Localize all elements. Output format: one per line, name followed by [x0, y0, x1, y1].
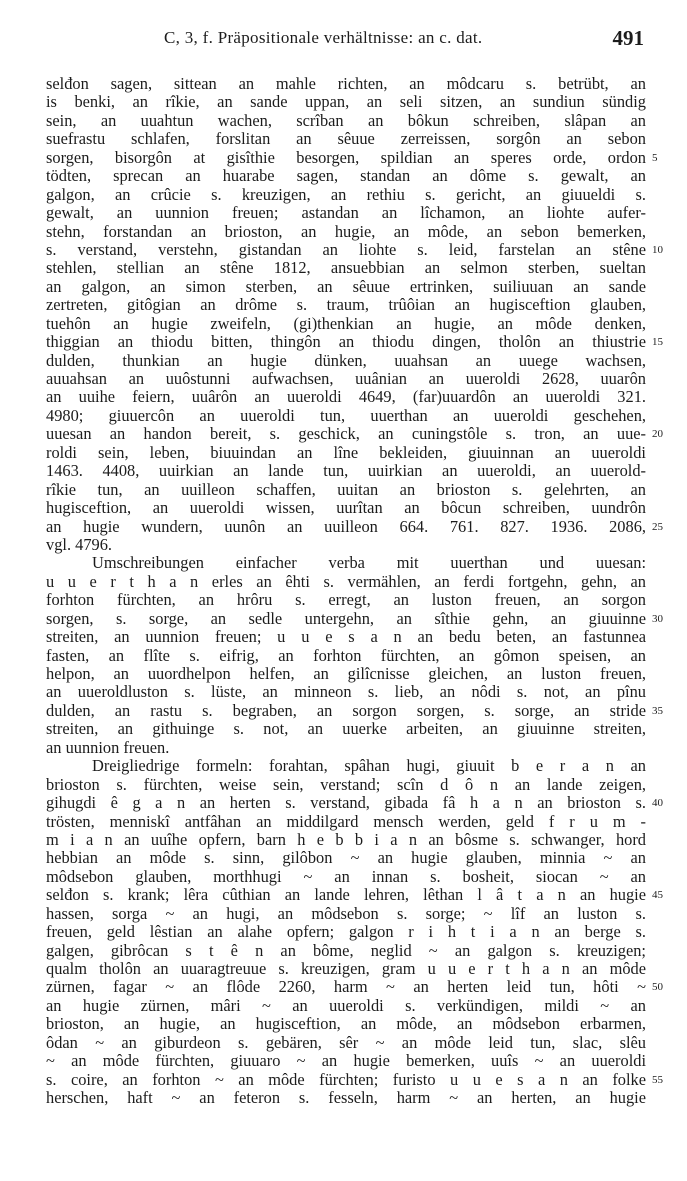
text-line — [46, 868, 646, 886]
text-line — [46, 683, 646, 701]
text-line — [46, 278, 646, 296]
text-line — [46, 628, 646, 646]
line-number: 50 — [652, 981, 663, 994]
text-line — [46, 554, 646, 572]
line-text: vgl. 4796. — [46, 534, 113, 554]
text-line — [46, 1052, 646, 1070]
text-line — [46, 977, 663, 997]
line-number: 10 — [652, 243, 663, 256]
line-text: an uuihe feiern, uuârôn an uueroldi 4649, (far)uuardôn an uueroldi 321. — [46, 387, 646, 407]
text-line — [46, 239, 663, 259]
text-line — [46, 75, 646, 93]
line-text: trösten, menniskî antfâhan an middilgard mensch werden, geld f r u m - — [46, 811, 646, 831]
text-line — [46, 849, 646, 867]
line-text: Umschreibungen einfacher verba mit uuerthan und uuesan: — [92, 553, 646, 573]
text-line — [46, 960, 646, 978]
text-line — [46, 499, 646, 517]
line-text: fasten, an flîte s. eifrig, an forhton fürchten, an gômon speisen, an — [46, 645, 646, 665]
line-number: 5 — [652, 151, 658, 164]
text-line — [46, 942, 646, 960]
text-line — [46, 352, 646, 370]
line-text: s. coire, an forhton ~ an môde fürchten; furisto u u e s a n an folke — [46, 1069, 646, 1089]
line-number: 45 — [652, 889, 663, 902]
text-line — [46, 259, 646, 277]
text-line — [46, 923, 646, 941]
text-line — [46, 793, 663, 813]
text-line — [46, 1015, 646, 1033]
text-line — [46, 591, 646, 609]
line-text: dulden, an rastu s. begraben, an sorgon sorgen, s. sorge, an stride — [46, 700, 646, 720]
line-text: an hugie zürnen, mâri ~ an uueroldi s. verkündigen, mildi ~ an — [46, 995, 646, 1015]
text-line — [46, 388, 646, 406]
text-line — [46, 315, 646, 333]
line-text: rîkie tun, an uuilleon schaffen, uuitan an brioston s. gelehrten, an — [46, 479, 646, 499]
text-line — [46, 905, 646, 923]
line-text: s. verstand, verstehn, gistandan an liohte s. leid, farstelan an stêne — [46, 239, 646, 259]
line-number: 40 — [652, 797, 663, 810]
line-number: 35 — [652, 704, 663, 717]
line-text: 1463. 4408, uuirkian an lande tun, uuirkian an uueroldi, an uuerold- — [46, 461, 646, 481]
line-text: selđon sagen, sitteаn an mahle richten, an môdcaru s. betrübt, an — [46, 74, 646, 93]
line-text: hugisceftion, an uueroldi wissen, uurîtan an bôcun schreiben, uundrôn — [46, 498, 646, 518]
text-line — [46, 462, 646, 480]
line-text: uuesan an handon bereit, s. geschick, an cuningstôle s. tron, an uue- — [46, 424, 646, 444]
text-line — [46, 608, 663, 628]
text-line — [46, 167, 646, 185]
page-number: 491 — [612, 26, 644, 50]
line-text: tödten, sprecan an huarabe sagen, standan an dôme s. gewalt, an — [46, 166, 646, 186]
text-line — [46, 739, 646, 757]
line-text: streiten, an uunnion freuen; u u e s a n an bedu beten, an fastunnea — [46, 627, 646, 647]
line-number: 20 — [652, 428, 663, 441]
text-line — [46, 757, 646, 775]
line-text: qualm tholôn an uuaragtreuue s. kreuzigen, gram u u e r t h a n an môde — [46, 959, 646, 978]
running-header — [46, 26, 646, 54]
text-line — [46, 424, 663, 444]
text-line — [46, 481, 646, 499]
line-text: an uunnion freuen. — [46, 737, 170, 757]
line-text: Dreigliedrige formeln: forahtan, spâhan hugi, giuuit b e r a n an — [92, 756, 646, 776]
text-line — [46, 186, 646, 204]
text-line — [46, 700, 663, 720]
line-text: selđon s. krank; lêra cûthian an lande lehren, lêthan l â t a n an hugie — [46, 885, 646, 905]
line-text: zertreten, gitôgian an drôme s. traum, trûôian an hugisceftion glauben, — [46, 295, 646, 315]
text-line — [46, 204, 646, 222]
text-line — [46, 332, 663, 352]
line-text: hebbian an môde s. sinn, gilôbon ~ an hugie glauben, minnia ~ an — [46, 848, 646, 868]
line-text: sein, an uuahtun wachen, scrîban an bôkun schreiben, slâpan an — [46, 110, 646, 130]
text-line — [46, 573, 646, 591]
text-line — [46, 1034, 646, 1052]
line-text: an uueroldluston s. lüste, an minneon s. lieb, an nôdi s. not, an pînu — [46, 682, 646, 702]
line-text: galgen, gibrôcan s t ê n an bôme, neglid ~ an galgon s. kreuzigen; — [46, 940, 646, 960]
line-text: galgon, an crûcie s. kreuzigen, an rethiu s. gericht, an giuueldi s. — [46, 184, 646, 204]
line-text: u u e r t h a n erles an êhti s. vermählen, an ferdi fortgehn, gehn, an — [46, 571, 646, 591]
line-number: 25 — [652, 520, 663, 533]
line-text: stehn, forstandan an brioston, an hugie, an môde, an sebon bemerken, — [46, 221, 646, 241]
line-text: 4980; giuuercôn an uueroldi tun, uuerthan an uueroldi geschehen, — [46, 405, 646, 425]
line-text: gewalt, an uunnion freuen; astandan an lîchamon, an liohte aufer- — [46, 203, 646, 223]
line-text: helpon, an uuordhelpon helfen, an gilîcnisse gleichen, an luston freuen, — [46, 664, 646, 683]
text-line — [46, 720, 646, 738]
line-text: is benki, an rîkie, an sande uppan, an seli sitzen, an sundiun sündig — [46, 92, 646, 112]
text-line — [46, 665, 646, 683]
line-text: an galgon, an simon sterben, an sêuue ertrinken, suiliuuan an sande — [46, 276, 646, 296]
line-number: 55 — [652, 1073, 663, 1086]
line-text: zürnen, fagar ~ an flôde 2260, harm ~ an herten leid tun, hôti ~ — [46, 977, 646, 997]
line-text: ôdan ~ an giburdeon s. gebären, sêr ~ an môde leid tun, slac, slêu — [46, 1032, 646, 1052]
line-text: an hugie wundern, uunôn an uuilleon 664. 761. 827. 1936. 2086, — [46, 516, 646, 536]
line-text: brioston s. fürchten, weise sein, verstand; scîn d ô n an lande zeigen, — [46, 774, 646, 794]
line-number: 30 — [652, 612, 663, 625]
line-text: roldi sein, leben, biuuindan an lîne bekleiden, giuuinnan an uueroldi — [46, 442, 646, 462]
line-text: herschen, haft ~ an feteron s. fesseln, harm ~ an herten, an hugie — [46, 1088, 646, 1108]
line-text: dulden, thunkian an hugie dünken, uuahsan an uuege wachsen, — [46, 350, 646, 370]
line-text: streiten, an githuinge s. not, an uuerke arbeiten, an giuuinne streiten, — [46, 719, 646, 739]
line-text: sorgen, s. sorge, an sedle untergehn, an sîthie gehn, an giuuinne — [46, 608, 646, 628]
text-line — [46, 93, 646, 111]
text-line — [46, 407, 646, 425]
line-text: freuen, geld lêstian an alahe opfern; galgon r i h t i a n an berge s. — [46, 922, 646, 942]
running-title: C, 3, f. Präpositionale verhältnisse: an c. dat. — [164, 28, 483, 47]
text-line — [46, 1069, 663, 1089]
text-line — [46, 885, 663, 905]
line-text: hassen, sorga ~ an hugi, an môdsebon s. sorge; ~ lîf an luston s. — [46, 903, 646, 923]
line-text: sorgen, bisorgôn at gisîthie besorgen, spildian an speres orde, ordon — [46, 147, 646, 167]
line-text: suefrastu schlafen, forslitan an sêuue zerreissen, sorgôn an sebon — [46, 129, 646, 149]
text-line — [46, 112, 646, 130]
line-text: môdsebon glauben, morthhugi ~ an innan s. bosheit, siocan ~ an — [46, 866, 646, 886]
text-line — [46, 1089, 646, 1107]
text-line — [46, 444, 646, 462]
line-text: m i a n an uuîhe opfern, barn h e b b i a n an bôsme s. schwanger, hord — [46, 829, 646, 849]
line-text: tuehôn an hugie zweifeln, (gi)thenkian an hugie, an môde denken, — [46, 313, 646, 333]
text-line — [46, 997, 646, 1015]
text-line — [46, 516, 663, 536]
text-line — [46, 831, 646, 849]
line-text: stehlen, stellian an stêne 1812, ansuebbian an selmon sterben, sueltan — [46, 258, 646, 278]
line-text: forhton fürchten, an hrôru s. erregt, an luston freuen, an sorgon — [46, 590, 646, 610]
line-text: brioston, an hugie, an hugisceftion, an môde, an môdsebon erbarmen, — [46, 1014, 646, 1034]
body-text — [46, 74, 663, 1108]
text-line — [46, 536, 646, 554]
text-line — [46, 130, 646, 148]
line-text: auuahsan an uuôstunni aufwachsen, uuânian an uueroldi 2628, uuarôn — [46, 369, 646, 388]
text-line — [46, 223, 646, 241]
text-line — [46, 370, 646, 388]
line-text: ~ an môde fürchten, giuuaro ~ an hugie bemerken, uuîs ~ an uueroldi — [46, 1051, 646, 1071]
line-text: thiggian an thiodu bitten, thingôn an thiodu dingen, tholôn an thiustrie — [46, 332, 646, 352]
line-number: 15 — [652, 336, 663, 349]
text-line — [46, 776, 646, 794]
text-line — [46, 296, 646, 314]
line-text: gihugdi ê g a n an herten s. verstand, gibada fâ h a n an brioston s. — [46, 793, 646, 813]
text-line — [46, 647, 646, 665]
text-line — [46, 813, 646, 831]
text-line — [46, 147, 658, 167]
